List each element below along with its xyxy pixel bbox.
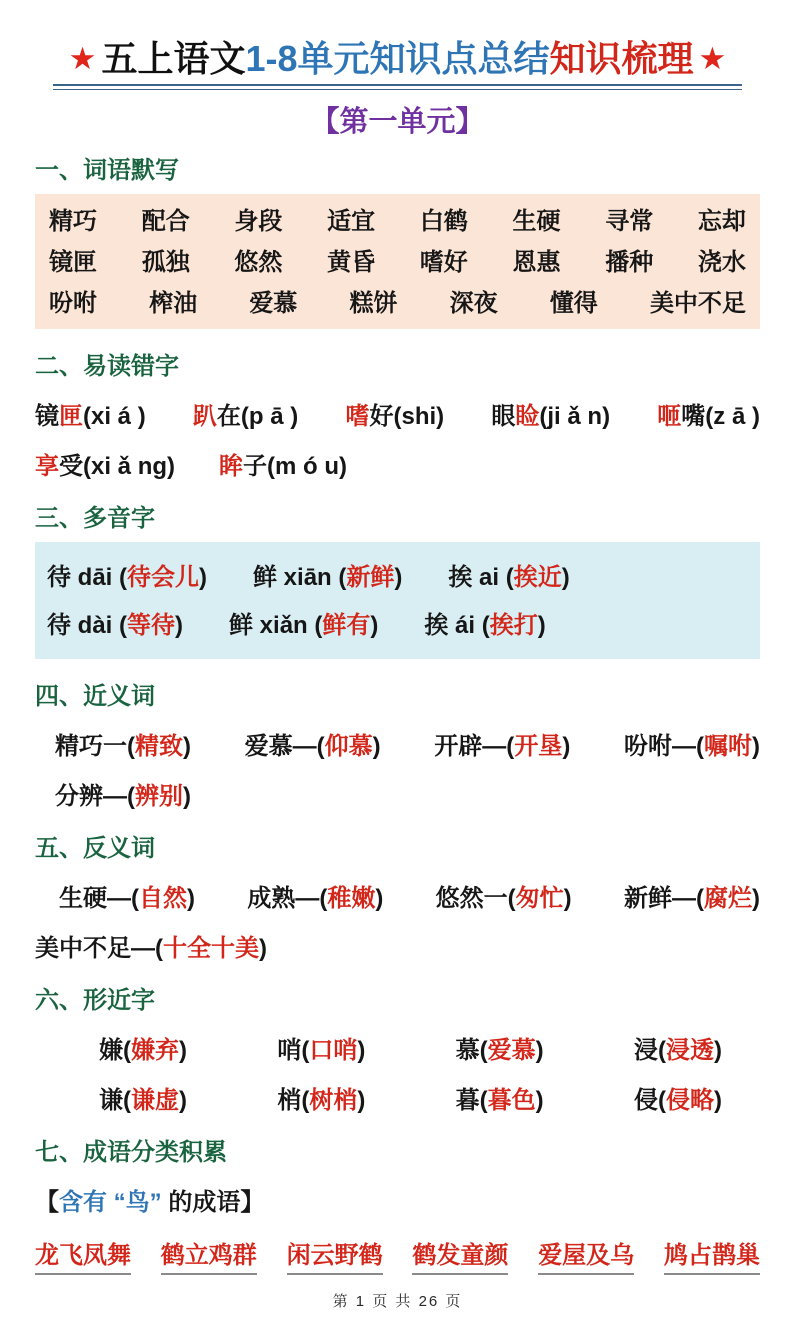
text-segment: ) [751,885,760,912]
text-line [35,1235,760,1275]
list-item [35,1182,264,1217]
word: 精巧 [49,208,97,235]
section-heading: 六、形近字 [35,987,155,1014]
text-line [35,878,760,913]
text-segment: 慕( [455,1037,488,1064]
text-segment: ) [357,1087,366,1114]
text-segment: 受(xi ǎ ng) [59,453,176,480]
item-lines [35,396,760,481]
text-line [35,1182,760,1217]
text-segment: 开辟—( [434,733,515,760]
list-item [47,605,183,640]
text-segment: 嘱咐 [703,733,752,760]
text-segment: 待会儿 [127,564,200,591]
text-segment: ) [370,612,379,639]
document-title [35,36,760,81]
text-segment: 眼 [491,403,516,430]
list-item [55,776,191,811]
word: 白鹤 [419,208,468,235]
text-segment: ) [183,783,191,810]
list-item [229,605,378,640]
list-item [456,1030,544,1065]
section-word-dictation [35,150,760,329]
text-segment: 暮( [455,1087,488,1114]
text-segment: ) [357,1037,366,1064]
text-segment: ) [179,1037,187,1064]
word: 美中不足 [649,290,746,317]
list-item [193,396,298,431]
item-lines [35,1030,760,1115]
text-segment: 辨别 [135,783,183,810]
item-lines [35,726,760,811]
text-segment: 趴 [192,403,217,430]
list-item [456,1080,544,1115]
star-icon: ★ [68,41,97,76]
text-segment: 稚嫩 [327,885,376,912]
text-segment: 咂 [657,403,682,430]
list-item [434,726,570,761]
title-text-blue: 1-8单元知识点总结 [245,38,550,79]
section-idiom-accumulation [35,1132,760,1275]
text-segment: ) [713,1037,722,1064]
text-segment: 口哨 [309,1037,358,1064]
text-segment: 树梢 [309,1087,358,1114]
page-number: 第 1 页 共 26 页 [332,1293,463,1310]
text-segment: 十全十美 [163,935,259,962]
list-item [624,878,760,913]
text-segment: 新鲜—( [623,885,704,912]
text-segment: 开垦 [514,733,563,760]
text-line [35,446,760,481]
text-segment: 在(p ā ) [216,403,299,430]
word: 寻常 [605,208,654,235]
text-segment: 好(shi) [369,403,445,430]
list-item [538,1235,634,1275]
text-segment: 分辨—( [55,783,135,810]
text-segment: 美中不足—( [35,935,163,962]
list-item [491,396,610,431]
text-segment: 鲜 xiān ( [253,564,347,591]
text-segment: 爱慕 [487,1037,536,1064]
text-segment: 子(m ó u) [243,453,347,480]
list-item [624,726,760,761]
text-segment: ) [561,564,570,591]
section-heading: 五、反义词 [35,835,155,862]
list-item [287,1235,383,1275]
text-segment: 【 [35,1189,59,1216]
unit-subtitle: 【第一单元】 [310,106,485,138]
list-item [219,446,347,481]
text-segment: 成熟—( [247,885,328,912]
text-segment: ) [199,564,208,591]
list-item [247,878,383,913]
text-segment: 睑 [515,403,540,430]
text-segment: (xi á ) [83,403,146,430]
text-segment: 嫌( [99,1037,131,1064]
text-line [35,726,760,761]
text-segment: ) [713,1087,722,1114]
text-segment: 等待 [127,612,176,639]
text-segment: (ji ǎ n) [539,403,611,430]
text-segment: 谦虚 [131,1087,179,1114]
text-segment: ) [535,1037,544,1064]
text-segment: 生硬—( [59,885,139,912]
text-segment: 新鲜 [346,564,395,591]
title-double-divider [53,84,742,90]
text-segment: 含有 “鸟” [59,1189,169,1216]
title-text-black: 五上语文 [101,38,246,79]
list-item [99,1030,187,1065]
text-line [35,928,760,963]
word: 糕饼 [349,290,398,317]
section-heading: 一、词语默写 [35,157,179,184]
text-line [35,1030,760,1065]
word: 身段 [234,208,283,235]
list-item [448,557,569,592]
list-item [245,726,381,761]
list-item [664,1235,760,1275]
text-segment: ) [259,935,267,962]
word: 配合 [141,208,190,235]
section-heading: 四、近义词 [35,683,155,710]
text-segment: ) [375,885,384,912]
text-segment: ) [535,1087,544,1114]
list-item [436,878,572,913]
text-segment: 精巧一( [55,733,135,760]
word: 榨油 [149,290,198,317]
text-segment: 的成语】 [168,1189,265,1216]
word: 爱慕 [249,290,298,317]
text-line [35,776,760,811]
item-lines [35,878,760,963]
word: 恩惠 [512,249,561,276]
text-segment: ) [183,733,191,760]
text-segment: 享 [35,453,59,480]
list-item [345,396,444,431]
text-segment: 暮色 [487,1087,536,1114]
text-segment: 爱慕—( [244,733,325,760]
list-item [35,446,175,481]
text-segment: 待 dài ( [47,612,128,639]
title-text-red: 知识梳理 [549,38,694,79]
list-item [161,1235,257,1275]
word: 深夜 [449,290,498,317]
section-easily-misread [35,346,760,481]
word-row [49,198,746,239]
text-segment: 挨近 [513,564,562,591]
text-segment: 谦( [99,1087,131,1114]
word: 忘却 [697,208,746,235]
text-segment: ) [562,733,571,760]
text-segment: 鹤发童颜 [412,1242,509,1269]
section-heading: 三、多音字 [35,505,155,532]
text-segment: ) [537,612,546,639]
word: 浇水 [697,249,746,276]
section-antonyms [35,828,760,963]
text-segment: ) [187,885,195,912]
idiom-list [35,1235,760,1275]
text-segment: 挨 ái ( [424,612,490,639]
section-heading: 七、成语分类积累 [35,1139,227,1166]
text-segment: 鲜有 [322,612,371,639]
list-item [35,396,146,431]
text-segment: ) [563,885,572,912]
list-item [277,1030,365,1065]
text-segment: 嘴(z ā ) [681,403,760,430]
text-segment: 精致 [135,733,183,760]
text-segment: 镜 [35,403,59,430]
word-grid [35,194,760,329]
text-segment: 哨( [277,1037,310,1064]
text-line [35,1080,760,1115]
text-segment: 匆忙 [515,885,564,912]
list-item [99,1080,187,1115]
text-segment: 自然 [139,885,187,912]
list-item [55,726,191,761]
text-segment: 龙飞凤舞 [35,1242,131,1269]
section-synonyms [35,676,760,811]
star-icon: ★ [698,41,727,76]
text-segment: 仰慕 [324,733,373,760]
polyphonic-box [35,542,760,659]
text-segment: 浸( [633,1037,666,1064]
section-similar-characters [35,980,760,1115]
word: 黄昏 [327,249,376,276]
text-segment: ) [751,733,760,760]
word: 吩咐 [49,290,97,317]
word: 嗜好 [419,249,468,276]
text-segment: 吩咐—( [623,733,704,760]
text-line [47,605,748,640]
text-segment: 嫌弃 [131,1037,179,1064]
text-segment: 匣 [59,403,83,430]
list-item [277,1080,365,1115]
list-item [424,605,545,640]
list-item [412,1235,508,1275]
list-item [59,878,195,913]
text-segment: 腐烂 [703,885,752,912]
text-segment: ) [179,1087,187,1114]
section-polyphonic-characters [35,498,760,659]
word: 悠然 [234,249,283,276]
word-row [49,239,746,280]
idiom-category-subheading [35,1182,760,1217]
text-segment: 侵( [633,1087,666,1114]
text-segment: ) [175,612,184,639]
text-segment: 悠然一( [435,885,516,912]
section-heading: 二、易读错字 [35,353,179,380]
text-segment: 浸透 [665,1037,714,1064]
list-item [35,1235,131,1275]
text-segment: ) [394,564,403,591]
text-line [35,396,760,431]
text-segment: 挨 ai ( [448,564,514,591]
list-item [634,1030,722,1065]
word: 懂得 [549,290,598,317]
text-segment: 眸 [219,453,244,480]
text-segment: 鹤立鸡群 [160,1242,257,1269]
text-segment: 鲜 xiǎn ( [229,612,323,639]
list-item [634,1080,722,1115]
text-segment: 嗜 [345,403,370,430]
word: 孤独 [141,249,190,276]
word: 生硬 [512,208,561,235]
word: 镜匣 [49,249,97,276]
text-segment: 挨打 [489,612,538,639]
text-segment: ) [372,733,381,760]
word: 播种 [605,249,654,276]
word-row [49,280,746,321]
list-item [47,557,207,592]
text-segment: 爱屋及乌 [538,1242,635,1269]
list-item [35,928,267,963]
text-segment: 闲云野鹤 [286,1242,383,1269]
list-item [253,557,402,592]
text-segment: 梢( [277,1087,310,1114]
text-segment: 待 dāi ( [47,564,128,591]
text-segment: 侵略 [665,1087,714,1114]
text-segment: 鸠占鹊巢 [663,1242,760,1269]
text-line [47,557,748,592]
list-item [657,396,760,431]
word: 适宜 [327,208,376,235]
